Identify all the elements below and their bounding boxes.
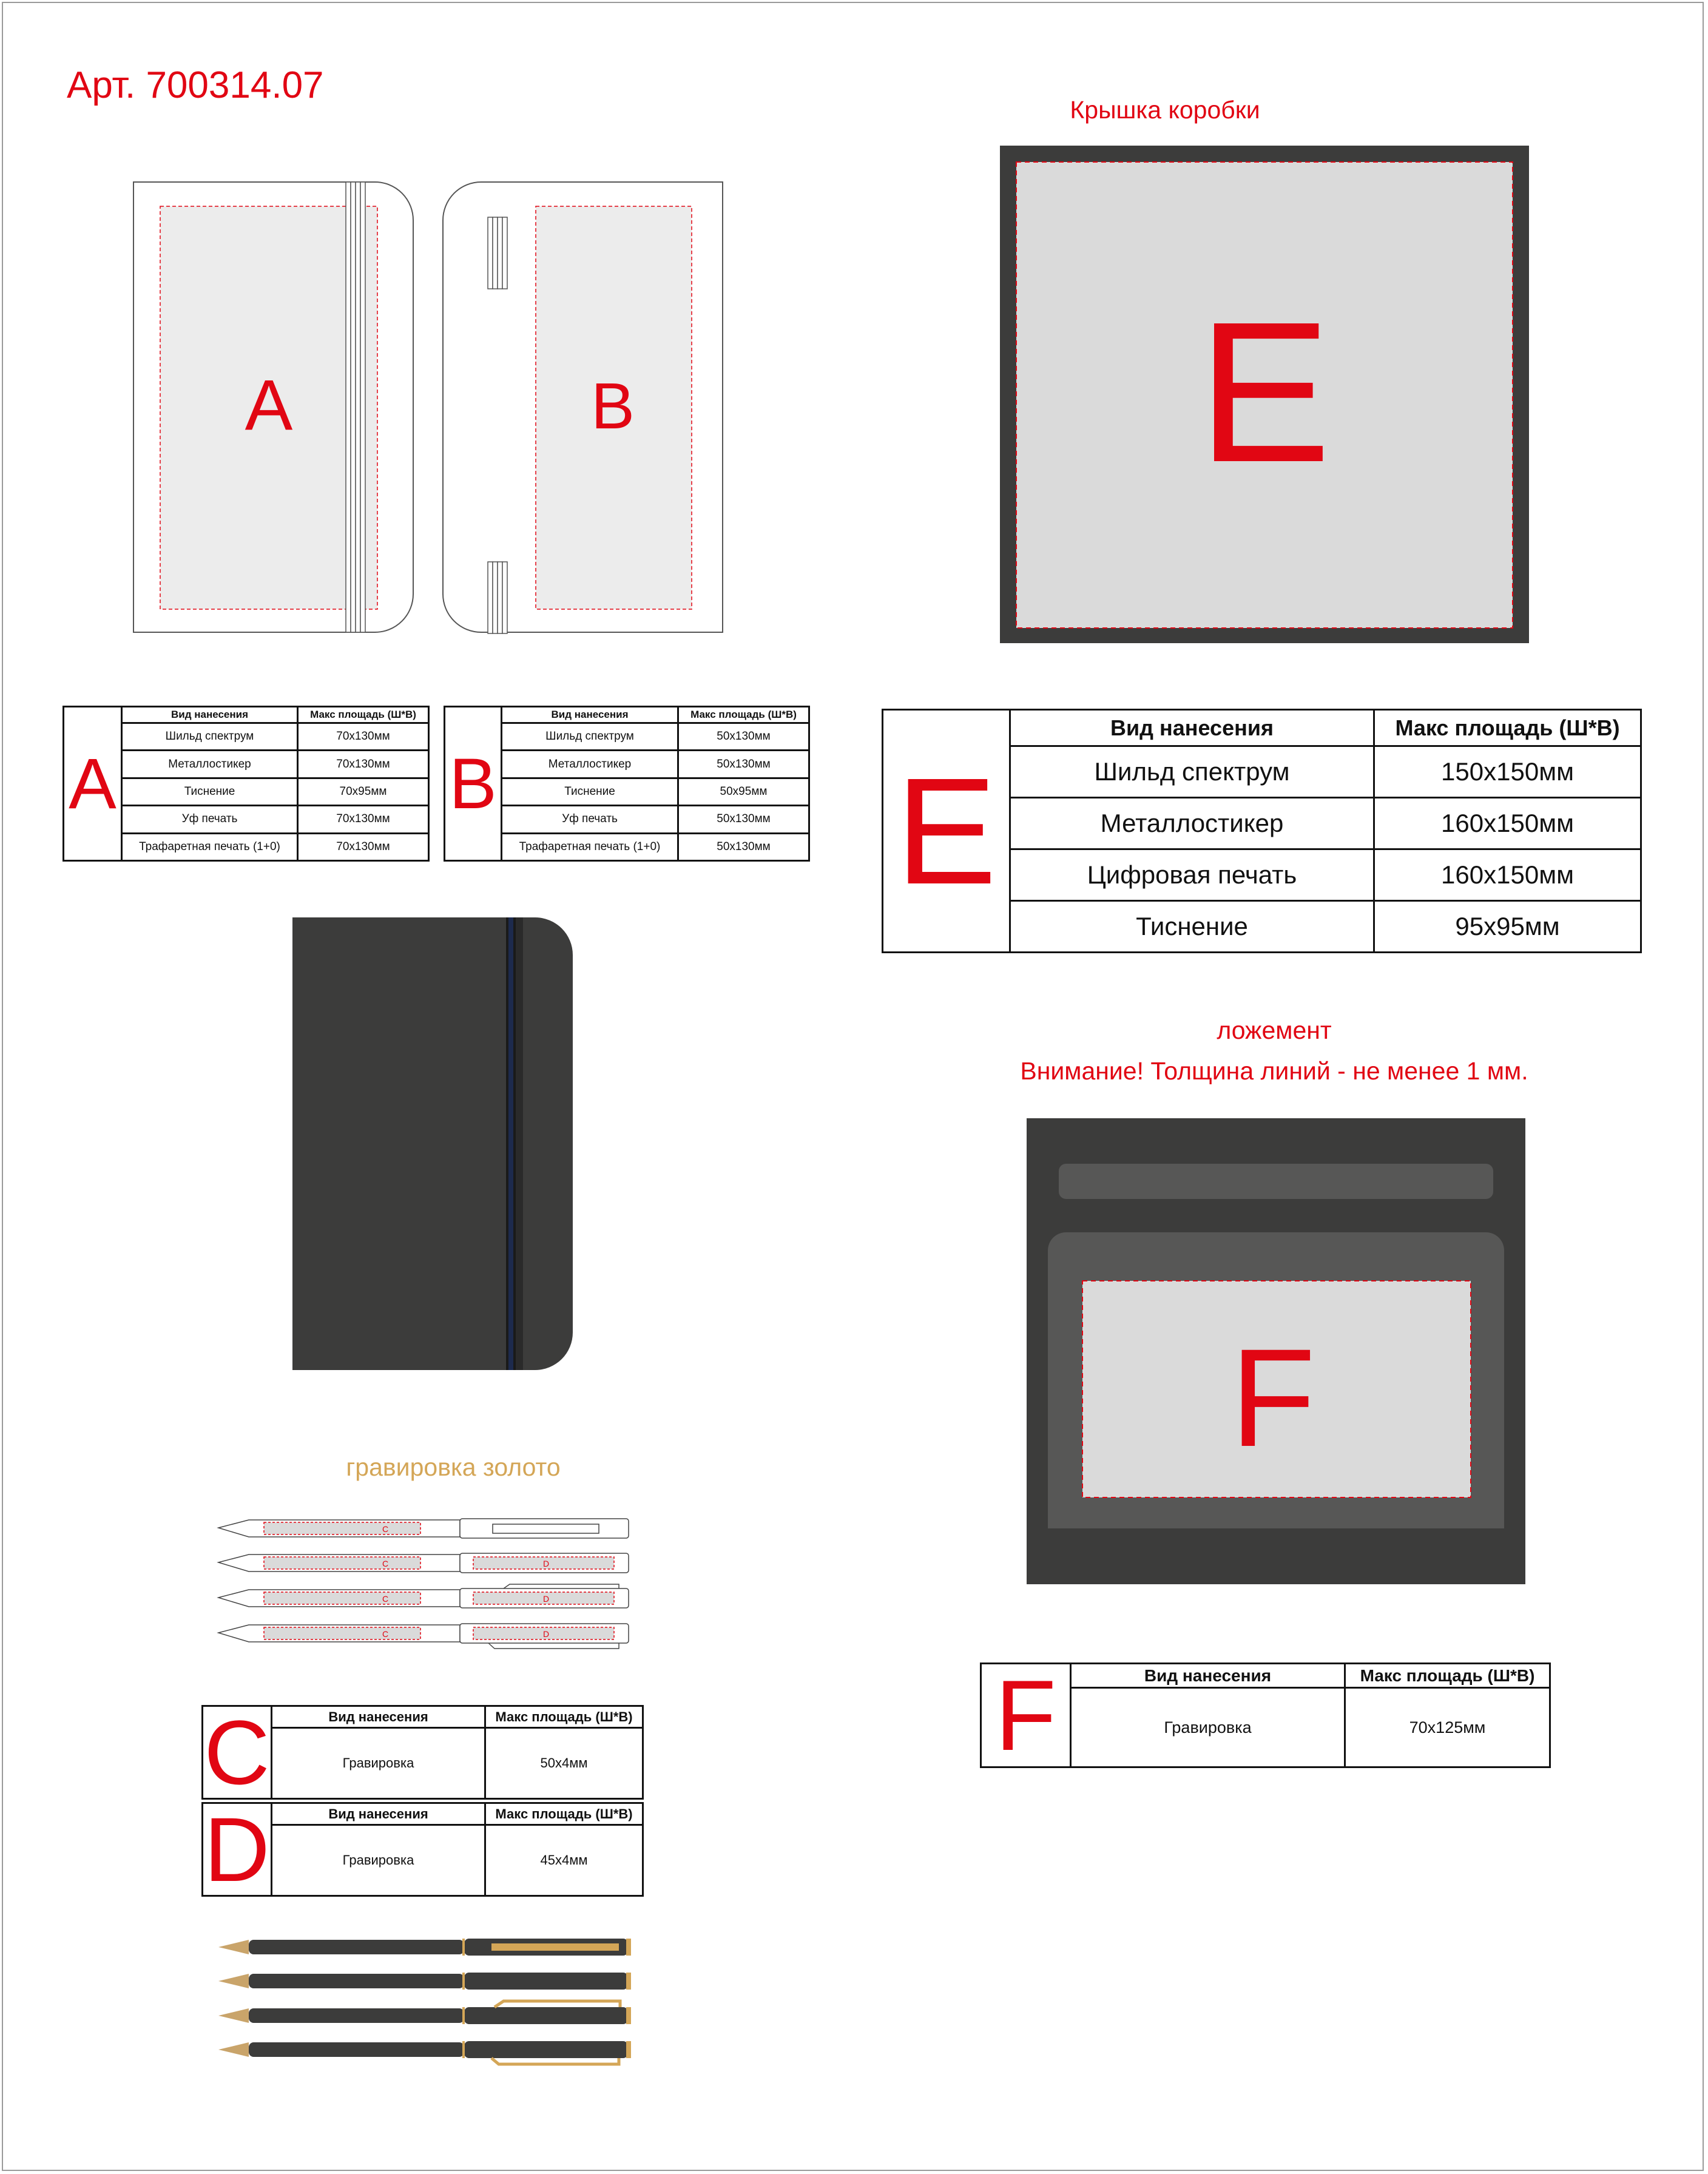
pen-dark — [218, 2001, 631, 2024]
table-b-method: Тиснение — [502, 778, 678, 805]
zone-b-letter: B — [590, 369, 635, 442]
table-c-letter: C — [203, 1706, 272, 1799]
notebook-back-drawing — [442, 181, 724, 633]
insert-caption: ложемент — [1217, 1016, 1332, 1044]
table-d-letter: D — [203, 1803, 272, 1896]
insert-warning: Внимание! Толщина линий - не менее 1 мм. — [1020, 1057, 1528, 1085]
zone-c-label: C — [382, 1559, 389, 1568]
table-b-header-method: Вид нанесения — [502, 707, 678, 723]
table-c-area: 50x4мм — [485, 1728, 643, 1799]
table-c — [201, 1701, 644, 1803]
table-c-header-area: Макс площадь (Ш*В) — [485, 1706, 643, 1728]
table-a-area: 70x95мм — [298, 778, 429, 805]
table-e-area: 160x150мм — [1374, 798, 1641, 849]
table-b-area: 50x130мм — [678, 751, 809, 778]
table-f-letter: F — [981, 1664, 1071, 1767]
elastic-band — [508, 917, 513, 1370]
table-e-method: Цифровая печать — [1010, 849, 1374, 901]
zone-d-label: D — [542, 1629, 550, 1639]
table-e-header-area: Макс площадь (Ш*В) — [1374, 710, 1641, 746]
zone-d-label: D — [542, 1559, 550, 1568]
table-a-area: 70x130мм — [298, 806, 429, 833]
table-a-area: 70x130мм — [298, 751, 429, 778]
table-d-area: 45x4мм — [485, 1825, 643, 1896]
table-d-method: Гравировка — [272, 1825, 485, 1896]
box-lid-drawing — [1000, 146, 1529, 643]
table-a-letter: A — [64, 707, 122, 861]
table-f-area: 70x125мм — [1345, 1688, 1550, 1767]
box-lid-caption: Крышка коробки — [1070, 96, 1260, 124]
table-b-method: Шильд спектрум — [502, 723, 678, 751]
table-f-header-method: Вид нанесения — [1071, 1664, 1345, 1688]
table-b — [444, 706, 810, 862]
zone-f-letter: F — [1230, 1320, 1316, 1476]
pen-outline — [218, 1624, 629, 1649]
table-a-method: Тиснение — [122, 778, 298, 805]
table-a-method: Шильд спектрум — [122, 723, 298, 751]
table-a-area: 70x130мм — [298, 723, 429, 751]
table-f-method: Гравировка — [1071, 1688, 1345, 1767]
table-e-area: 95x95мм — [1374, 901, 1641, 953]
table-e-letter: E — [883, 710, 1010, 953]
table-e-area: 160x150мм — [1374, 849, 1641, 901]
table-b-method: Уф печать — [502, 806, 678, 833]
table-b-letter: B — [445, 707, 502, 861]
table-e-header-method: Вид нанесения — [1010, 710, 1374, 746]
table-a-area: 70x130мм — [298, 833, 429, 860]
zone-e-letter: E — [1197, 280, 1332, 504]
zone-d-label: D — [542, 1594, 550, 1604]
insert-drawing — [1027, 1118, 1525, 1584]
pen-outline — [218, 1519, 629, 1538]
table-c-method: Гравировка — [272, 1728, 485, 1799]
table-b-area: 50x130мм — [678, 806, 809, 833]
pen-dark — [218, 1939, 631, 1956]
table-d-header-method: Вид нанесения — [272, 1803, 485, 1825]
table-b-header-area: Макс площадь (Ш*В) — [678, 707, 809, 723]
pens-dark-drawing — [218, 1923, 634, 2069]
table-f — [980, 1659, 1551, 1771]
table-e-method: Шильд спектрум — [1010, 746, 1374, 798]
table-a-header-method: Вид нанесения — [122, 707, 298, 723]
table-d-header-area: Макс площадь (Ш*В) — [485, 1803, 643, 1825]
table-e-method: Тиснение — [1010, 901, 1374, 953]
zone-c-label: C — [382, 1629, 389, 1639]
zone-c-label: C — [382, 1594, 389, 1604]
table-e-method: Металлостикер — [1010, 798, 1374, 849]
table-c-header-method: Вид нанесения — [272, 1706, 485, 1728]
notebook-closed-dark — [292, 917, 574, 1370]
table-e — [882, 709, 1642, 953]
insert-pen-slot — [1059, 1164, 1493, 1199]
table-d — [201, 1798, 644, 1900]
table-f-header-area: Макс площадь (Ш*В) — [1345, 1664, 1550, 1688]
table-b-area: 50x130мм — [678, 723, 809, 751]
table-a-method: Уф печать — [122, 806, 298, 833]
table-a-method: Трафаретная печать (1+0) — [122, 833, 298, 860]
table-b-method: Металлостикер — [502, 751, 678, 778]
table-b-area: 50x130мм — [678, 833, 809, 860]
table-a-method: Металлостикер — [122, 751, 298, 778]
pens-caption: гравировка золото — [346, 1453, 561, 1481]
pens-outline-drawing — [218, 1514, 631, 1650]
article-number: Арт. 700314.07 — [67, 64, 324, 106]
table-a — [62, 706, 430, 862]
pen-outline — [218, 1584, 629, 1608]
zone-c-label: C — [382, 1524, 389, 1534]
table-a-header-area: Макс площадь (Ш*В) — [298, 707, 429, 723]
pen-dark — [218, 1973, 631, 1990]
table-b-area: 50x95мм — [678, 778, 809, 805]
zone-a-letter: A — [245, 365, 293, 445]
table-e-area: 150x150мм — [1374, 746, 1641, 798]
table-b-method: Трафаретная печать (1+0) — [502, 833, 678, 860]
pen-outline — [218, 1553, 629, 1573]
pen-dark — [218, 2041, 631, 2064]
notebook-front-drawing — [132, 181, 414, 633]
